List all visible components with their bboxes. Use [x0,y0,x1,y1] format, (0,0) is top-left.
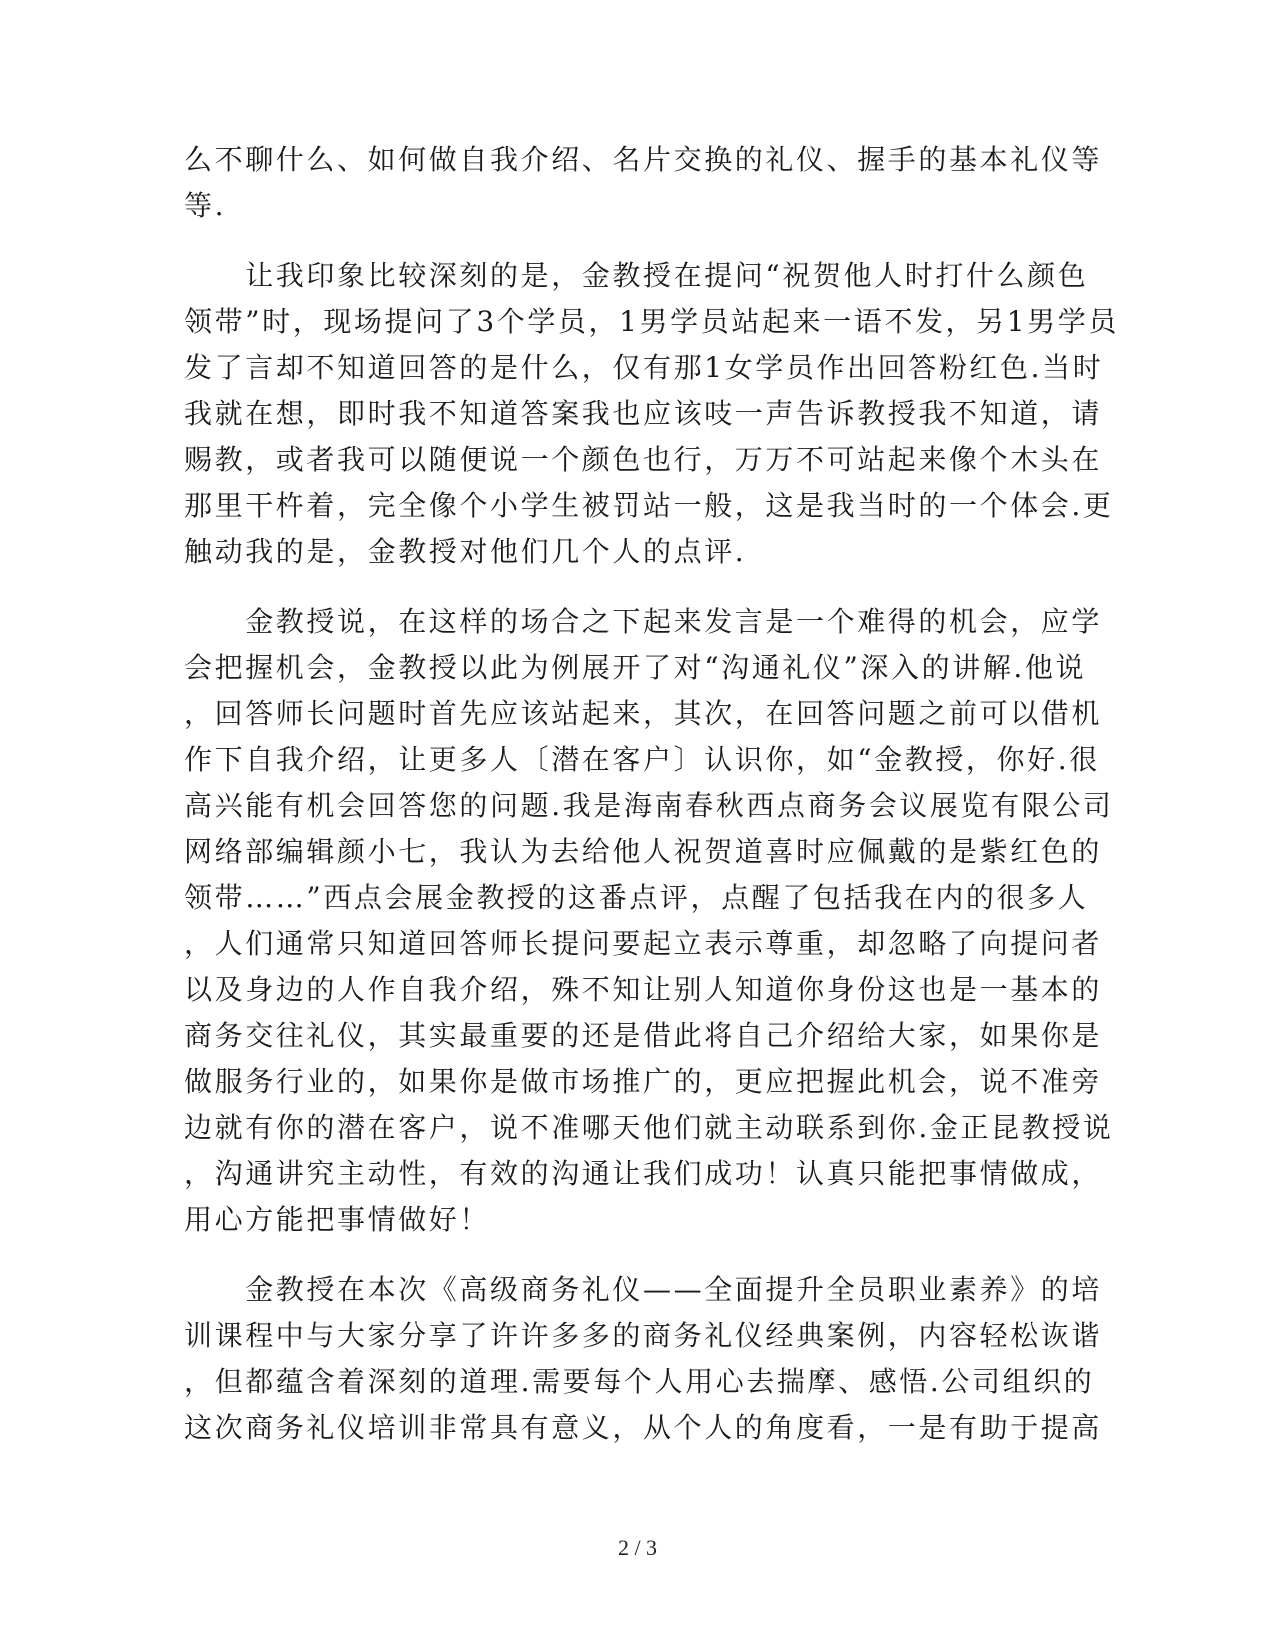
text-line: 高兴能有机会回答您的问题.我是海南春秋西点商务会议展览有限公司 [184,789,1114,822]
text-line: 等. [184,189,227,222]
text-line: 作下自我介绍，让更多人〔潜在客户〕认识你，如“金教授，你好.很 [184,743,1100,776]
text-line: 我就在想，即时我不知道答案我也应该吱一声告诉教授我不知道，请 [184,397,1103,430]
text-line: 做服务行业的，如果你是做市场推广的，更应把握此机会，说不准旁 [184,1065,1103,1098]
paragraph [184,599,1114,1243]
text-line: 训课程中与大家分享了许许多多的商务礼仪经典案例，内容轻松诙谐 [184,1319,1103,1352]
paragraph [184,1267,1103,1451]
text-line: 么不聊什么、如何做自我介绍、名片交换的礼仪、握手的基本礼仪等 [184,143,1103,176]
text-line: ，沟通讲究主动性，有效的沟通让我们成功！认真只能把事情做成， [184,1157,1103,1190]
text-line: 触动我的是，金教授对他们几个人的点评. [184,535,747,568]
text-line: ，但都蕴含着深刻的道理.需要每个人用心去揣摩、感悟.公司组织的 [184,1365,1095,1398]
text-line: 让我印象比较深刻的是，金教授在提问“祝贺他人时打什么颜色 [184,259,1089,292]
page-number: 2 / 3 [617,1535,658,1560]
body-text [184,137,1119,1451]
text-line: 商务交往礼仪，其实最重要的还是借此将自己介绍给大家，如果你是 [184,1019,1103,1052]
text-line: 发了言却不知道回答的是什么，仅有那1女学员作出回答粉红色.当时 [184,351,1104,384]
text-line: 那里干杵着，完全像个小学生被罚站一般，这是我当时的一个体会.更 [184,489,1114,522]
text-line: ，人们通常只知道回答师长提问要起立表示尊重，却忽略了向提问者 [184,927,1103,960]
text-line: 这次商务礼仪培训非常具有意义，从个人的角度看，一是有助于提高 [184,1411,1103,1444]
text-line: 赐教，或者我可以随便说一个颜色也行，万万不可站起来像个木头在 [184,443,1103,476]
paragraph [184,137,1103,229]
text-line: 金教授说，在这样的场合之下起来发言是一个难得的机会，应学 [184,605,1103,638]
text-line: 用心方能把事情做好！ [184,1203,491,1236]
text-line: 领带”时，现场提问了3个学员，1男学员站起来一语不发，另1男学员 [184,305,1119,338]
paragraph [184,253,1119,575]
text-line: 网络部编辑颜小七，我认为去给他人祝贺道喜时应佩戴的是紫红色的 [184,835,1103,868]
text-line: 金教授在本次《高级商务礼仪——全面提升全员职业素养》的培 [184,1273,1103,1306]
text-line: 会把握机会，金教授以此为例展开了对“沟通礼仪”深入的讲解.他说 [184,651,1087,684]
text-line: 边就有你的潜在客户，说不准哪天他们就主动联系到你.金正昆教授说 [184,1111,1114,1144]
text-line: 以及身边的人作自我介绍，殊不知让别人知道你身份这也是一基本的 [184,973,1103,1006]
text-line: ，回答师长问题时首先应该站起来，其次，在回答问题之前可以借机 [184,697,1103,730]
text-line: 领带……”西点会展金教授的这番点评，点醒了包括我在内的很多人 [184,881,1089,914]
